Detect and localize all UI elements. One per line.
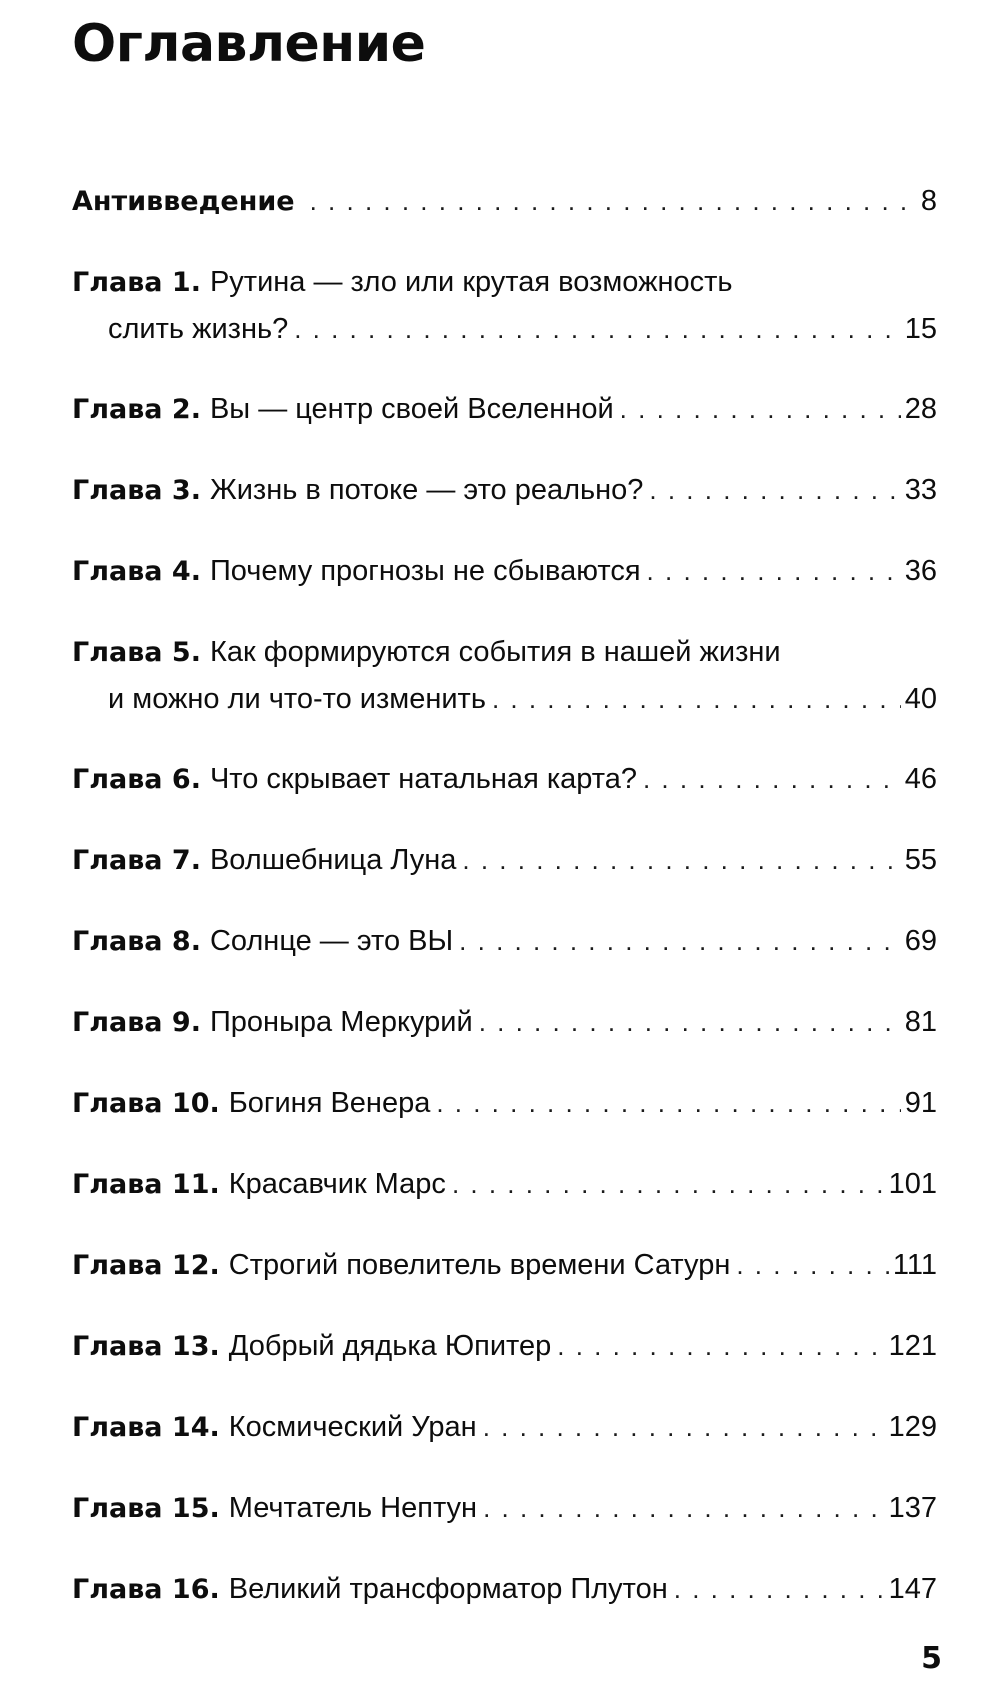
entry-page-number: 46 [904, 763, 937, 795]
entry-page-number: 40 [904, 683, 937, 715]
entry-title: Солнце — это ВЫ [209, 925, 454, 957]
entry-page-number: 15 [904, 313, 937, 345]
entry-page-number: 81 [904, 1006, 937, 1038]
dot-leader [736, 1242, 889, 1288]
dot-leader [674, 1566, 885, 1612]
entry-title: Красавчик Марс [228, 1168, 446, 1200]
entry-page-number: 101 [888, 1168, 937, 1200]
entry-label: Глава 11. [72, 1169, 220, 1200]
entry-page-number: 147 [888, 1573, 937, 1605]
toc-entry [72, 178, 937, 225]
entry-label: Глава 2. [72, 394, 201, 425]
entry-title: Добрый дядька Юпитер [228, 1330, 552, 1362]
entry-page-number: 33 [904, 474, 937, 506]
dot-leader [483, 1404, 885, 1450]
entry-title: Почему прогнозы не сбываются [209, 555, 641, 587]
entry-label: Глава 3. [72, 475, 201, 506]
entry-label: Глава 9. [72, 1007, 201, 1038]
entry-page-number: 91 [904, 1087, 937, 1119]
toc-entry [72, 629, 937, 722]
entry-page-number: 69 [904, 925, 937, 957]
entry-page-number: 129 [888, 1411, 937, 1443]
dot-leader [643, 756, 901, 802]
page-title: Оглавление [72, 14, 426, 74]
toc-entry [72, 548, 937, 595]
toc-entry [72, 999, 937, 1046]
dot-leader [620, 386, 901, 432]
entry-title: Строгий повелитель времени Сатурн [228, 1249, 731, 1281]
toc-entry [72, 1404, 937, 1451]
entry-title: Богиня Венера [228, 1087, 431, 1119]
toc-entry [72, 1161, 937, 1208]
entry-label: Глава 5. [72, 637, 201, 668]
entry-label: Глава 7. [72, 845, 201, 876]
entry-title-continuation: слить жизнь? [108, 313, 289, 345]
dot-leader [294, 306, 901, 352]
toc-entry [72, 837, 937, 884]
toc-entry [72, 918, 937, 965]
entry-title: Жизнь в потоке — это реально? [209, 474, 644, 506]
dot-leader [479, 999, 901, 1045]
entry-label: Глава 12. [72, 1250, 220, 1281]
entry-label: Глава 4. [72, 556, 201, 587]
entry-label: Глава 15. [72, 1493, 220, 1524]
entry-label: Глава 1. [72, 267, 201, 298]
entry-title-continuation: и можно ли что-то изменить [108, 683, 486, 715]
entry-title: Вы — центр своей Вселенной [209, 393, 614, 425]
entry-page-number: 111 [892, 1249, 937, 1281]
entry-page-number: 28 [904, 393, 937, 425]
toc-entry [72, 1242, 937, 1289]
toc-entry [72, 386, 937, 433]
entry-label: Глава 8. [72, 926, 201, 957]
toc-entry [72, 1323, 937, 1370]
dot-leader [462, 837, 900, 883]
entry-title: Рутина — зло или крутая возможность [209, 266, 733, 298]
entry-label: Глава 6. [72, 764, 201, 795]
toc-entry [72, 467, 937, 514]
entry-label: Глава 14. [72, 1412, 220, 1443]
dot-leader [459, 918, 901, 964]
dot-leader [557, 1323, 884, 1369]
dot-leader [647, 548, 901, 594]
toc-entry [72, 1080, 937, 1127]
entry-page-number: 55 [904, 844, 937, 876]
entry-title: Волшебница Луна [209, 844, 457, 876]
entry-label: Глава 10. [72, 1088, 220, 1119]
dot-leader [483, 1485, 885, 1531]
entry-title: Мечтатель Нептун [228, 1492, 478, 1524]
entry-label: Глава 13. [72, 1331, 220, 1362]
dot-leader [492, 676, 901, 722]
entry-title: Космический Уран [228, 1411, 477, 1443]
toc-entry [72, 756, 937, 803]
entry-label: Глава 16. [72, 1574, 220, 1605]
entry-title: Проныра Меркурий [209, 1006, 473, 1038]
entry-page-number: 137 [888, 1492, 937, 1524]
dot-leader [310, 178, 917, 224]
toc-entry [72, 1566, 937, 1613]
toc-list [72, 178, 937, 1647]
dot-leader [452, 1161, 885, 1207]
entry-title: Как формируются события в нашей жизни [209, 636, 781, 668]
entry-title: Великий трансформатор Плутон [228, 1573, 668, 1605]
entry-page-number: 121 [888, 1330, 937, 1362]
entry-page-number: 36 [904, 555, 937, 587]
page-folio-number: 5 [921, 1641, 942, 1676]
entry-label: Антивведение [72, 186, 295, 217]
toc-entry [72, 259, 937, 352]
dot-leader [436, 1080, 900, 1126]
entry-page-number: 8 [920, 185, 937, 217]
entry-title: Что скрывает натальная карта? [209, 763, 637, 795]
dot-leader [649, 467, 900, 513]
toc-entry [72, 1485, 937, 1532]
